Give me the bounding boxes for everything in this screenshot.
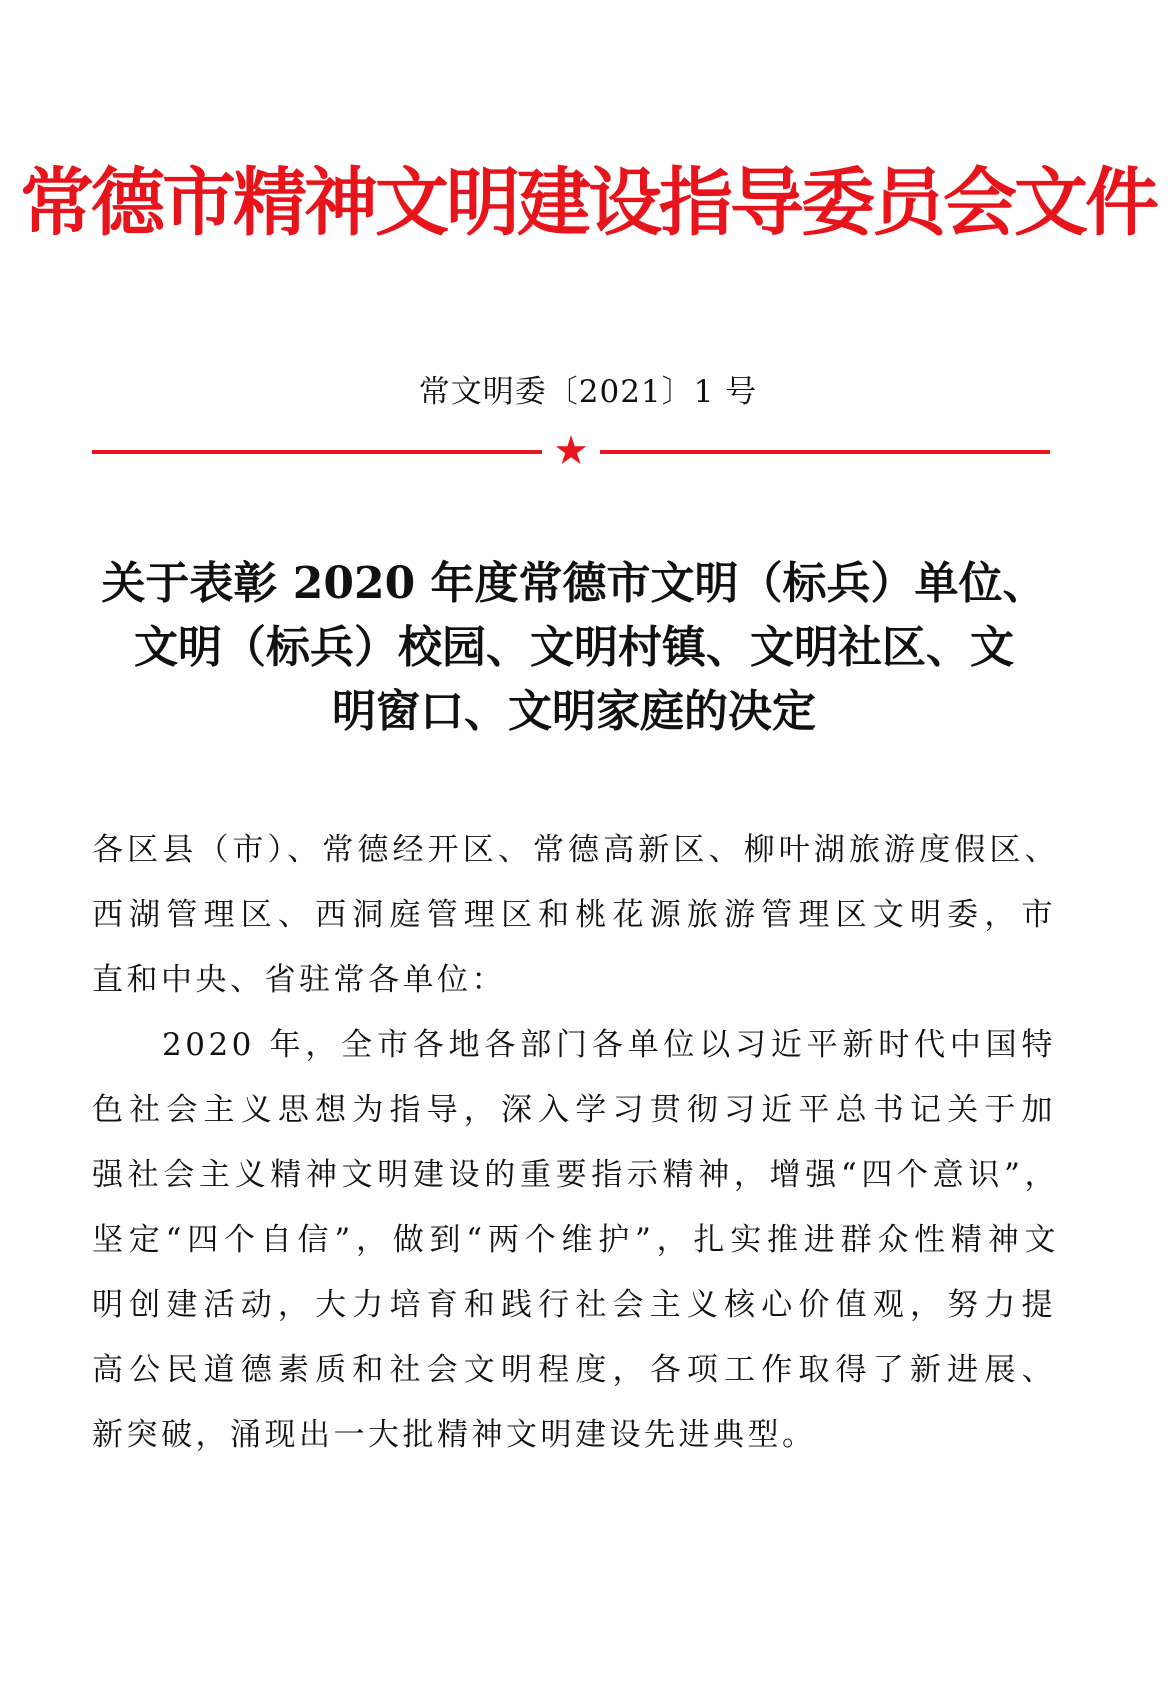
document-number: 常文明委〔2021〕1 号: [418, 374, 758, 410]
document-body: [92, 818, 1056, 1468]
paragraph-line: 2020 年，全市各地各部门各单位以习近平新时代中国特: [162, 1027, 1056, 1063]
paragraph-line: 强社会主义精神文明建设的重要指示精神，增强“四个意识”，: [92, 1157, 1056, 1193]
issuer-masthead: 常德市精神文明建设指导委员会文件: [20, 160, 1156, 246]
star-icon: ★: [553, 428, 589, 474]
title-line: 明窗口、文明家庭的决定: [332, 686, 816, 737]
paragraph-line: 色社会主义思想为指导，深入学习贯彻习近平总书记关于加: [92, 1092, 1056, 1128]
red-divider-right: [600, 450, 1050, 454]
red-divider-left: [92, 450, 542, 454]
addressee-line: 西湖管理区、西洞庭管理区和桃花源旅游管理区文明委，市: [92, 897, 1056, 933]
title-line: 文明（标兵）校园、文明村镇、文明社区、文: [134, 622, 1014, 673]
document-title: [92, 552, 1056, 744]
paragraph-line: 坚定“四个自信”，做到“两个维护”，扎实推进群众性精神文: [92, 1222, 1056, 1258]
title-line: 关于表彰 2020 年度常德市文明（标兵）单位、: [101, 558, 1047, 609]
addressee-line: 各区县（市）、常德经开区、常德高新区、柳叶湖旅游度假区、: [92, 832, 1056, 868]
paragraph-line: 明创建活动，大力培育和践行社会主义核心价值观，努力提: [92, 1287, 1056, 1323]
addressee-line: 直和中央、省驻常各单位：: [92, 962, 506, 998]
paragraph-line: 高公民道德素质和社会文明程度，各项工作取得了新进展、: [92, 1352, 1056, 1388]
paragraph-line: 新突破，涌现出一大批精神文明建设先进典型。: [92, 1417, 817, 1453]
